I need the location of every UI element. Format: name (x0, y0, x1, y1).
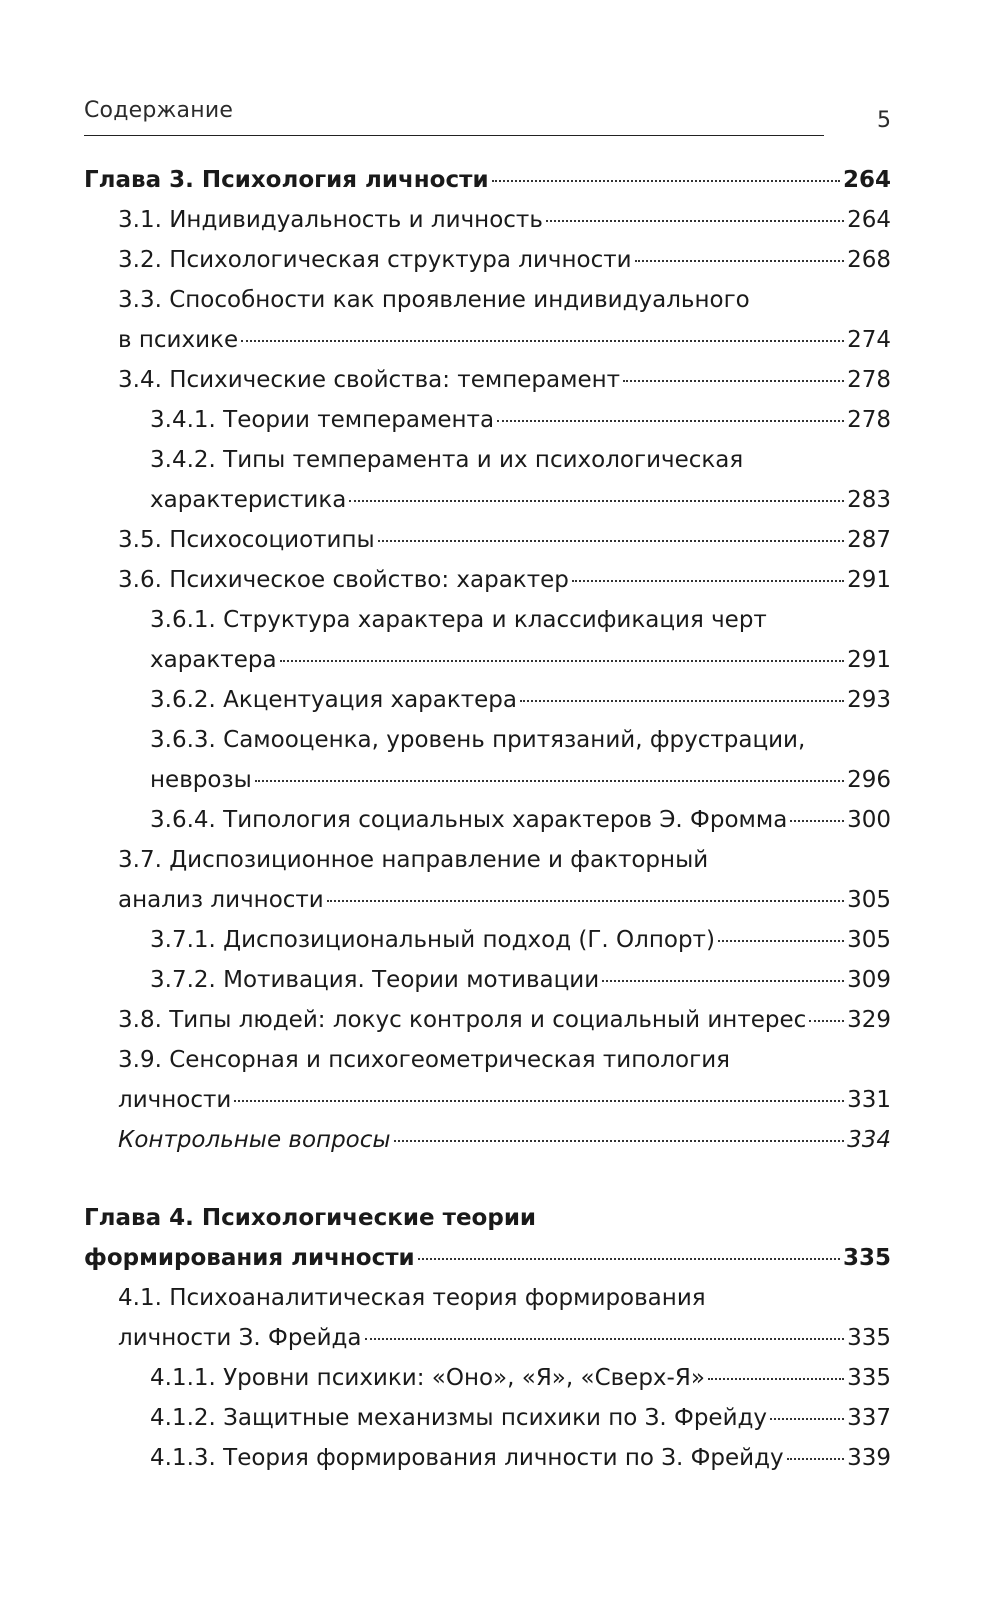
chapter-4-heading[interactable] (84, 1198, 891, 1278)
dot-leader (349, 500, 844, 502)
page-ref: 335 (847, 1325, 891, 1351)
chapter-title: формирования личности (84, 1245, 415, 1271)
toc-entry-title: 4.1. Психоаналитическая теория формирования (118, 1285, 706, 1311)
header-rule (84, 135, 824, 136)
page-ref: 274 (847, 327, 891, 353)
toc-entry[interactable] (84, 600, 891, 680)
toc-entry[interactable] (84, 200, 891, 240)
toc-entry-title: Контрольные вопросы (118, 1127, 391, 1153)
page-ref: 335 (847, 1365, 891, 1391)
toc-entry-title: 3.7.2. Мотивация. Теории мотивации (150, 967, 600, 993)
toc-entry-title: 3.5. Психосоциотипы (118, 527, 375, 553)
toc-entry-title: анализ личности (118, 887, 324, 913)
page-ref: 291 (847, 647, 891, 673)
toc-entry[interactable] (84, 1278, 891, 1358)
dot-leader (327, 900, 844, 902)
page-ref: 296 (847, 767, 891, 793)
toc-entry[interactable] (84, 840, 891, 920)
toc-entry[interactable] (84, 560, 891, 600)
dot-leader (770, 1418, 844, 1420)
page-ref: 278 (847, 367, 891, 393)
dot-leader (809, 1020, 844, 1022)
page-ref: 331 (847, 1087, 891, 1113)
toc-entry-title: 3.6.3. Самооценка, уровень притязаний, фрустрации, (150, 727, 806, 753)
toc-entry-line (118, 1040, 891, 1080)
page-ref: 293 (847, 687, 891, 713)
dot-leader (520, 700, 844, 702)
dot-leader (635, 260, 845, 262)
dot-leader (546, 220, 844, 222)
dot-leader (492, 180, 840, 182)
toc-entry-line (150, 720, 891, 760)
toc-entry[interactable] (84, 280, 891, 360)
toc-entry[interactable] (84, 1040, 891, 1120)
toc-entry-title: в психике (118, 327, 239, 353)
chapter-title: Глава 3. Психология личности (84, 167, 489, 193)
toc-entry-title: 3.6.2. Акцентуация характера (150, 687, 518, 713)
toc-entry[interactable] (84, 1000, 891, 1040)
running-header (84, 98, 891, 133)
page-ref: 287 (847, 527, 891, 553)
toc-entry[interactable] (84, 1358, 891, 1398)
running-header-title: Содержание (84, 98, 234, 123)
toc-entry-title: 3.1. Индивидуальность и личность (118, 207, 543, 233)
dot-leader (572, 580, 844, 582)
toc-entry-title: 3.6. Психическое свойство: характер (118, 567, 569, 593)
toc-entry-title: личности (118, 1087, 232, 1113)
page-ref: 305 (847, 927, 891, 953)
toc-entry-title: 3.7.1. Диспозициональный подход (Г. Олпорт) (150, 927, 715, 953)
page-ref: 283 (847, 487, 891, 513)
toc-entry[interactable] (84, 960, 891, 1000)
toc-entry-title: 3.7. Диспозиционное направление и факторный (118, 847, 709, 873)
toc-entry-title: личности З. Фрейда (118, 1325, 362, 1351)
dot-leader (708, 1378, 844, 1380)
toc-entry-title: 4.1.2. Защитные механизмы психики по З. Фрейду (150, 1405, 768, 1431)
dot-leader (378, 540, 844, 542)
toc-entry[interactable] (84, 520, 891, 560)
toc-entry[interactable] (84, 920, 891, 960)
toc-entry-title: 3.8. Типы людей: локус контроля и социальный интерес (118, 1007, 807, 1033)
dot-leader (255, 780, 844, 782)
toc-entry-title: 3.4.2. Типы темперамента и их психологическая (150, 447, 744, 473)
toc-entry-title: 3.3. Способности как проявление индивидуального (118, 287, 750, 313)
page-ref: 329 (847, 1007, 891, 1033)
toc-entry-title: 3.6.4. Типология социальных характеров Э. Фромма (150, 807, 788, 833)
toc-entry-line (118, 280, 891, 320)
dot-leader (497, 420, 844, 422)
dot-leader (623, 380, 844, 382)
toc-entry[interactable] (84, 360, 891, 400)
dot-leader (418, 1258, 840, 1260)
toc-entry-title: 3.4. Психические свойства: темперамент (118, 367, 621, 393)
chapter-title: Глава 4. Психологические теории (84, 1205, 537, 1231)
toc-entry[interactable] (84, 240, 891, 280)
page-ref: 337 (847, 1405, 891, 1431)
page-ref: 264 (842, 167, 891, 193)
toc-entry-title: характера (150, 647, 277, 673)
dot-leader (241, 340, 844, 342)
toc-entry[interactable] (84, 440, 891, 520)
dot-leader (787, 1458, 844, 1460)
toc-entry-title: неврозы (150, 767, 252, 793)
toc-entry[interactable] (84, 1438, 891, 1478)
page-ref: 305 (847, 887, 891, 913)
toc-entry[interactable] (84, 1120, 891, 1160)
dot-leader (280, 660, 845, 662)
toc-entry[interactable] (84, 680, 891, 720)
toc-entry-title: 4.1.3. Теория формирования личности по З. Фрейду (150, 1445, 784, 1471)
toc-entry[interactable] (84, 400, 891, 440)
toc-entry-title: 3.6.1. Структура характера и классификация черт (150, 607, 767, 633)
dot-leader (602, 980, 844, 982)
toc-entry-line (118, 1278, 891, 1318)
chapter-3-entries (84, 200, 891, 1160)
dot-leader (790, 820, 844, 822)
toc-entry-line (150, 600, 891, 640)
page-ref: 278 (847, 407, 891, 433)
dot-leader (365, 1338, 845, 1340)
page-ref: 291 (847, 567, 891, 593)
page-ref: 264 (847, 207, 891, 233)
toc-entry[interactable] (84, 1398, 891, 1438)
toc-entry-line (118, 840, 891, 880)
toc-entry-line (150, 440, 891, 480)
page-number: 5 (877, 108, 891, 133)
toc-entry-title: 4.1.1. Уровни психики: «Оно», «Я», «Сверх-Я» (150, 1365, 705, 1391)
page-ref: 339 (847, 1445, 891, 1471)
dot-leader (718, 940, 844, 942)
table-of-contents (84, 160, 891, 1478)
chapter-title-line (84, 1198, 891, 1238)
page-ref: 268 (847, 247, 891, 273)
toc-entry-title: характеристика (150, 487, 347, 513)
dot-leader (394, 1140, 845, 1142)
toc-entry-title: 3.4.1. Теории темперамента (150, 407, 495, 433)
toc-entry[interactable] (84, 720, 891, 800)
chapter-4-entries (84, 1278, 891, 1478)
page-ref: 335 (842, 1245, 891, 1271)
page-ref: 300 (847, 807, 891, 833)
page-ref: 334 (847, 1127, 891, 1153)
page-ref: 309 (847, 967, 891, 993)
toc-entry[interactable] (84, 800, 891, 840)
dot-leader (234, 1100, 844, 1102)
toc-entry-title: 3.2. Психологическая структура личности (118, 247, 632, 273)
chapter-3-heading[interactable] (84, 160, 891, 200)
chapter-gap (84, 1160, 891, 1198)
toc-entry-title: 3.9. Сенсорная и психогеометрическая типология (118, 1047, 730, 1073)
